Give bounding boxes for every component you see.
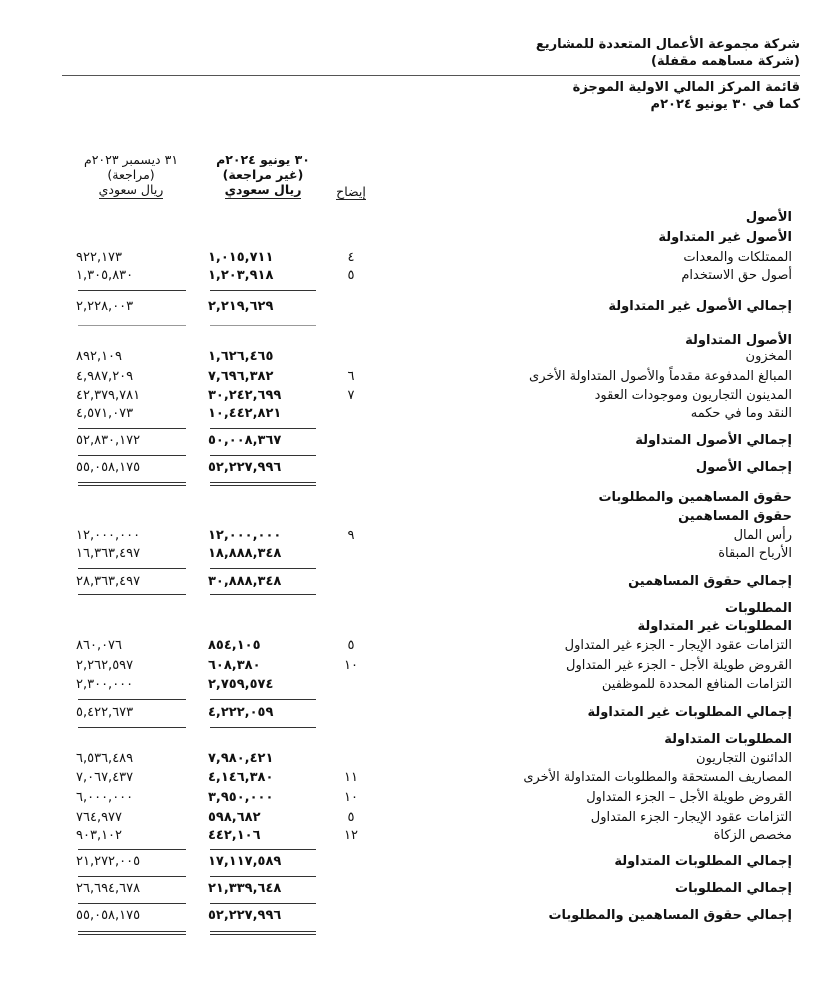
subtotal-rule xyxy=(210,290,316,291)
prior-currency: ريال سعودي xyxy=(98,182,164,197)
total-row: إجمالي المطلوبات غير المتداولة ٤,٢٢٢,٠٥٩ ٥,٤٢٢,٦٧٣ xyxy=(76,705,792,720)
table-row: رأس المال ٩ ١٢,٠٠٠,٠٠٠ ١٢,٠٠٠,٠٠٠ xyxy=(76,528,792,543)
table-row: التزامات عقود الإيجار- الجزء المتداول ٥ ٥٩٨,٦٨٢ ٧٦٤,٩٧٧ xyxy=(76,810,792,825)
table-row: الدائنون التجاريون ٧,٩٨٠,٤٢١ ٦,٥٣٦,٤٨٩ xyxy=(76,751,792,766)
subtotal-rule xyxy=(78,876,186,877)
statement-title: قائمة المركز المالي الاولية الموجزة xyxy=(572,80,800,95)
note-column-header: إيضاح xyxy=(336,184,366,199)
company-type: (شركة مساهمه مقفلة) xyxy=(651,54,800,69)
table-row: التزامات المنافع المحددة للموظفين ٢,٧٥٩,٥٧٤ ٢,٣٠٠,٠٠٠ xyxy=(76,677,792,692)
current-period-header: ٣٠ يونيو ٢٠٢٤م (غير مراجعة) ريال سعودي xyxy=(216,152,310,197)
subtotal-rule xyxy=(78,568,186,569)
total-row: إجمالي المطلوبات ٢١,٣٣٩,٦٤٨ ٢٦,٦٩٤,٦٧٨ xyxy=(76,881,792,896)
subtotal-rule xyxy=(78,903,186,904)
table-row: المدينون التجاريون وموجودات العقود ٧ ٣٠,٢٤٢,٦٩٩ ٤٢,٣٧٩,٧٨١ xyxy=(76,388,792,403)
subtotal-rule xyxy=(210,594,316,595)
subtotal-rule xyxy=(210,727,316,728)
subtotal-rule xyxy=(78,727,186,728)
table-row: مخصص الزكاة ١٢ ٤٤٢,١٠٦ ٩٠٣,١٠٢ xyxy=(76,828,792,843)
subsection-heading: الأصول المتداولة xyxy=(685,333,792,348)
company-name: شركة مجموعة الأعمال المتعددة للمشاريع xyxy=(535,37,800,52)
section-heading: المطلوبات xyxy=(725,601,792,616)
prior-period-header: ٣١ ديسمبر ٢٠٢٣م (مراجعة) ريال سعودي xyxy=(83,152,179,197)
table-row: المبالغ المدفوعة مقدماً والأصول المتداولة الأخرى ٦ ٧,٦٩٦,٣٨٢ ٤,٩٨٧,٢٠٩ xyxy=(76,369,792,384)
subtotal-rule xyxy=(210,903,316,904)
grand-total-row: إجمالي حقوق المساهمين والمطلوبات ٥٢,٢٢٧,٩٩٦ ٥٥,٠٥٨,١٧٥ xyxy=(76,908,792,923)
statement-date: كما في ٣٠ يونيو ٢٠٢٤م xyxy=(650,97,800,112)
double-rule xyxy=(78,482,186,486)
total-row: إجمالي الأصول ٥٢,٢٢٧,٩٩٦ ٥٥,٠٥٨,١٧٥ xyxy=(76,460,792,475)
section-heading: حقوق المساهمين والمطلوبات xyxy=(598,490,792,505)
double-rule xyxy=(78,931,186,935)
table-row: النقد وما في حكمه ١٠,٤٤٢,٨٢١ ٤,٥٧١,٠٧٣ xyxy=(76,406,792,421)
subtotal-rule xyxy=(210,455,316,456)
current-currency: ريال سعودي xyxy=(224,182,302,197)
section-heading: الأصول xyxy=(745,210,792,225)
table-row: الأرباح المبقاة ١٨,٨٨٨,٣٤٨ ١٦,٣٦٣,٤٩٧ xyxy=(76,546,792,561)
total-rule xyxy=(210,325,316,326)
table-row: المخزون ١,٦٢٦,٤٦٥ ٨٩٢,١٠٩ xyxy=(76,349,792,364)
subtotal-rule xyxy=(78,455,186,456)
total-rule xyxy=(78,325,186,326)
subtotal-rule xyxy=(210,849,316,850)
subtotal-rule xyxy=(210,699,316,700)
total-row: إجمالي الأصول المتداولة ٥٠,٠٠٨,٣٦٧ ٥٢,٨٣٠,١٧٢ xyxy=(76,433,792,448)
subtotal-rule xyxy=(210,568,316,569)
subsection-heading: الأصول غير المتداولة xyxy=(658,230,792,245)
table-row: أصول حق الاستخدام ٥ ١,٢٠٣,٩١٨ ١,٣٠٥,٨٣٠ xyxy=(76,268,792,283)
subsection-heading: المطلوبات المتداولة xyxy=(664,732,792,747)
double-rule xyxy=(210,482,316,486)
subtotal-rule xyxy=(78,428,186,429)
subtotal-rule xyxy=(210,428,316,429)
double-rule xyxy=(210,931,316,935)
table-row: المصاريف المستحقة والمطلوبات المتداولة الأخرى ١١ ٤,١٤٦,٣٨٠ ٧,٠٦٧,٤٣٧ xyxy=(76,770,792,785)
subtotal-rule xyxy=(78,849,186,850)
table-row: القروض طويلة الأجل – الجزء المتداول ١٠ ٣,٩٥٠,٠٠٠ ٦,٠٠٠,٠٠٠ xyxy=(76,790,792,805)
subsection-heading: المطلوبات غير المتداولة xyxy=(637,619,792,634)
table-row: الممتلكات والمعدات ٤ ١,٠١٥,٧١١ ٩٢٢,١٧٣ xyxy=(76,250,792,265)
subtotal-rule xyxy=(210,876,316,877)
subsection-heading: حقوق المساهمين xyxy=(678,509,792,524)
subtotal-rule xyxy=(78,699,186,700)
subtotal-rule xyxy=(78,290,186,291)
table-row: القروض طويلة الأجل - الجزء غير المتداول ١٠ ٦٠٨,٣٨٠ ٢,٢٦٢,٥٩٧ xyxy=(76,658,792,673)
total-row: إجمالي الأصول غير المتداولة ٢,٢١٩,٦٢٩ ٢,٢٢٨,٠٠٣ xyxy=(76,299,792,314)
total-row: إجمالي حقوق المساهمين ٣٠,٨٨٨,٣٤٨ ٢٨,٣٦٣,٤٩٧ xyxy=(76,574,792,589)
subtotal-rule xyxy=(78,594,186,595)
total-row: إجمالي المطلوبات المتداولة ١٧,١١٧,٥٨٩ ٢١,٢٧٢,٠٠٥ xyxy=(76,854,792,869)
table-row: التزامات عقود الإيجار - الجزء غير المتداول ٥ ٨٥٤,١٠٥ ٨٦٠,٠٧٦ xyxy=(76,638,792,653)
header-rule xyxy=(62,75,800,76)
